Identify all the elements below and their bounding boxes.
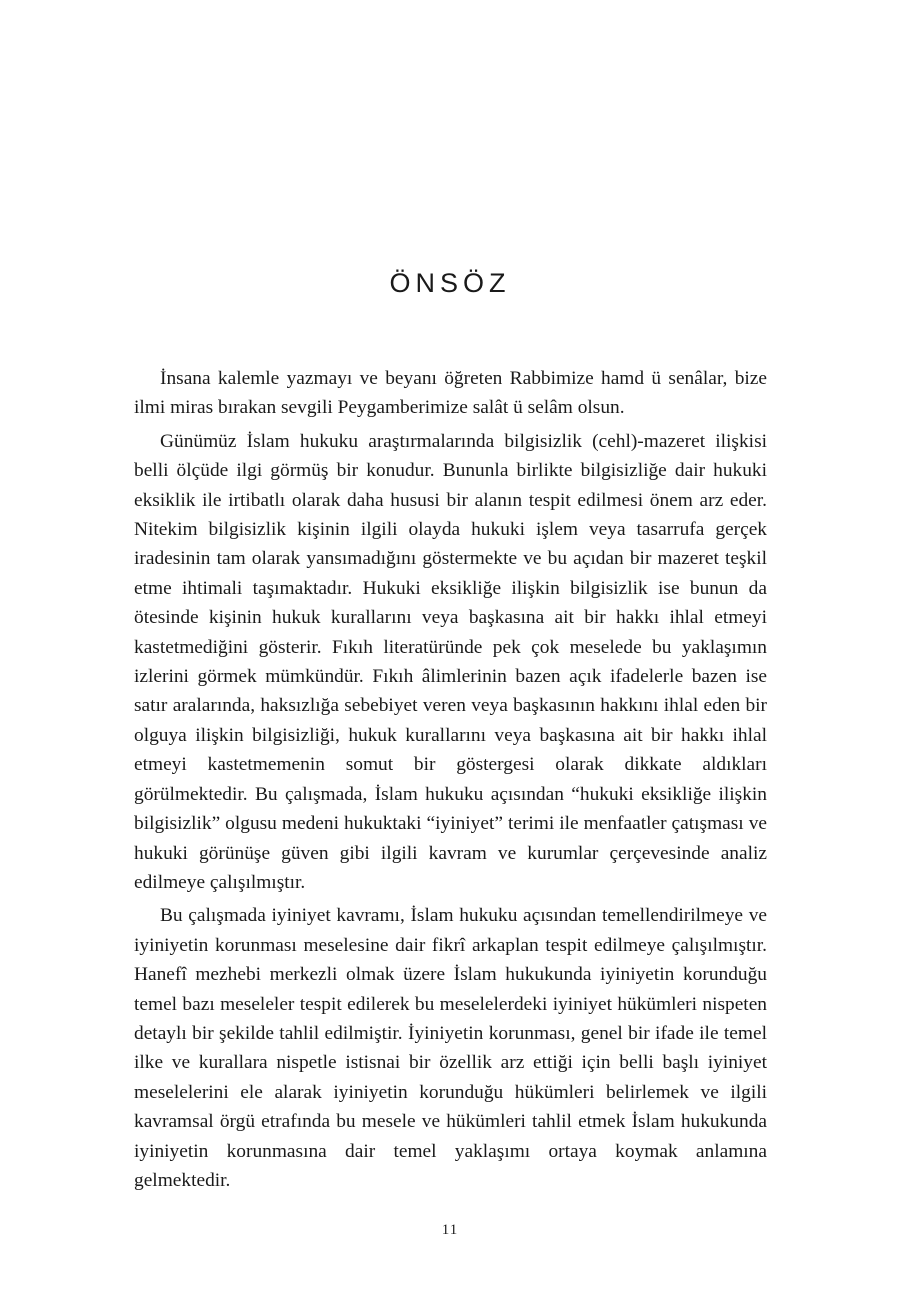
paragraph-2: Günümüz İslam hukuku araştırmalarında bilgisizlik (cehl)-mazeret ilişkisi belli ölçüde ilgi görmüş bir konudur. Bununla birlikte bilgisizliğe dair hukuki eksiklik ile irtibatlı olarak daha hususi bir alanın tespit edilmesi önem arz eder. Nitekim bilgisizlik kişinin ilgili olayda hukuki işlem veya tasarrufa gerçek iradesinin tam olarak yansımadığını göstermekte ve bu açıdan bir mazeret teşkil etme ihtimali taşımaktadır. Hukuki eksikliğe ilişkin bilgisizlik ise bunun da ötesinde kişinin hukuk kurallarını veya başkasına ait bir hakkı ihlal etmeyi kastetmediğini gösterir. Fıkıh literatüründe pek çok meselede bu yaklaşımın izlerini görmek mümkündür. Fıkıh âlimlerinin bazen açık ifadelerle bazen ise satır aralarında, haksızlığa sebebiyet veren veya başkasının hakkını ihlal eden bir olguya ilişkin bilgisizliği, hukuk kurallarını veya başkasına ait bir hakkı ihlal etmeyi kastetmemenin somut bir göstergesi olarak dikkate aldıkları görülmektedir. Bu çalışmada, İslam hukuku açısından “hukuki eksikliğe ilişkin bilgisizlik” olgusu medeni hukuktaki “iyiniyet” terimi ile menfaatler çatışması ve hukuki görünüşe güven gibi ilgili kavram ve kurumlar çerçevesinde analiz edilmeye çalışılmıştır. (134, 430, 767, 893)
page-title: ÖNSÖZ (389, 268, 511, 298)
paragraph-3: Bu çalışmada iyiniyet kavramı, İslam hukuku açısından temellendirilmeye ve iyiniyetin korunması meselesine dair fikrî arkaplan tespit edilmeye çalışılmıştır. Hanefî mezhebi merkezli olmak üzere İslam hukukunda iyiniyetin korunduğu temel bazı meseleler tespit edilerek bu meselelerdeki iyiniyet hükümleri nispeten detaylı bir şekilde tahlil edilmiştir. İyiniyetin korunması, genel bir ifade ile temel ilke ve kurallara nispetle istisnai bir özellik arz ettiği için belli başlı iyiniyet meselelerini ele alarak iyiniyetin korunduğu hükümleri belirlemek ve ilgili kavramsal örgü etrafında bu mesele ve hükümleri tahlil etmek İslam hukukunda iyiniyetin korunmasına dair temel yaklaşımı ortaya koymak anlamına gelmektedir. (134, 905, 767, 1191)
page-number: 11 (441, 1222, 459, 1238)
paragraph-1: İnsana kalemle yazmayı ve beyanı öğreten Rabbimize hamd ü senâlar, bize ilmi miras bırakan sevgili Peygamberimize salât ü selâm olsun. (134, 368, 767, 419)
preface-body (134, 364, 767, 1199)
